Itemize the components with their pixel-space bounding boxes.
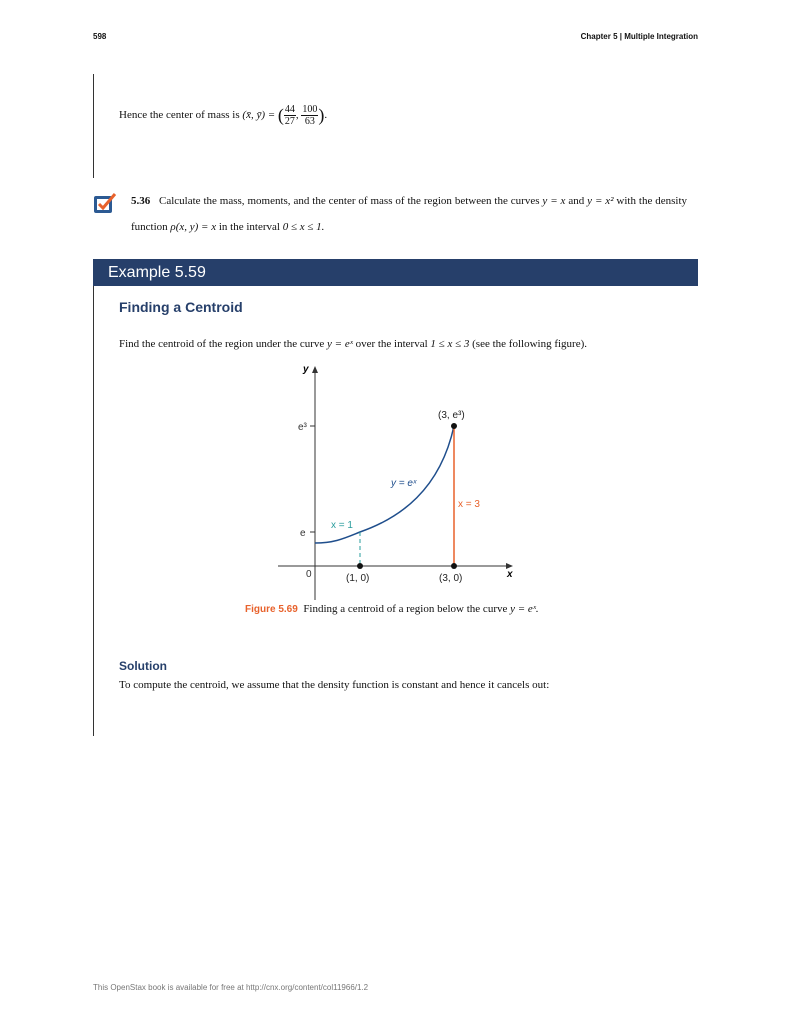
tick-e-label: e	[300, 528, 306, 539]
footer-text: This OpenStax book is available for free at http://cnx.org/content/col11966/1.2	[93, 983, 369, 992]
math: 0 ≤ x ≤ 1.	[282, 221, 325, 233]
example-title-bar: Example 5.59	[93, 259, 698, 286]
fraction: $\frac{100}{63}$	[302, 104, 318, 127]
solution-heading: Solution	[119, 659, 167, 673]
figure-caption	[245, 601, 545, 618]
x-axis-label: x	[507, 569, 513, 580]
point-1-0-label: (1, 0)	[346, 573, 370, 584]
math: y = x²	[587, 195, 614, 207]
point-3-e3-label: (3, e³)	[438, 410, 465, 421]
y-axis-label: y	[303, 364, 309, 375]
x3-label: x = 3	[458, 499, 480, 510]
example-subtitle: Finding a Centroid	[119, 299, 243, 315]
math: 1 ≤ x ≤ 3	[430, 338, 470, 350]
point-3-e3	[451, 423, 457, 429]
fraction: $\frac{44}{27}$	[284, 104, 295, 127]
exercise-number: 5.36	[131, 195, 151, 207]
text: (see the following figure).	[472, 338, 587, 350]
text: Hence the center of mass is	[119, 109, 240, 122]
point-3-0	[451, 563, 457, 569]
math: y = x	[542, 195, 566, 207]
curve-label: y = eˣ	[391, 478, 417, 489]
chapter-title: Chapter 5 | Multiple Integration	[580, 32, 698, 41]
text: Find the centroid of the region under the curve	[119, 338, 325, 350]
text: in the interval	[218, 221, 280, 233]
math: ρ(x, y) = x	[170, 221, 217, 233]
page-number: 598	[93, 32, 107, 41]
text: with the density function	[131, 195, 688, 233]
math: y = eˣ	[327, 338, 353, 350]
text: and	[568, 195, 585, 207]
point-3-0-label: (3, 0)	[439, 573, 463, 584]
tick-e3-label: e³	[298, 422, 307, 433]
center-of-mass-sentence: Hence the center of mass is (x̄, ȳ) = ( $\frac{44}{27}$ , $\frac{100}{63}$ ).	[119, 104, 328, 127]
x1-label: x = 1	[331, 520, 353, 531]
caption-math: y = eˣ.	[510, 603, 539, 615]
math-lhs: (x̄, ȳ) =	[242, 109, 276, 122]
origin-label: 0	[306, 569, 312, 580]
caption-text: Finding a centroid of a region below the curve	[303, 603, 508, 615]
solution-text: To compute the centroid, we assume that the density function is constant and hence it cancels out:	[119, 679, 550, 691]
text: over the interval	[355, 338, 428, 350]
text: Calculate the mass, moments, and the center of mass of the region between the curves	[159, 195, 540, 207]
point-1-0	[357, 563, 363, 569]
caption-label: Figure 5.69	[245, 604, 298, 615]
